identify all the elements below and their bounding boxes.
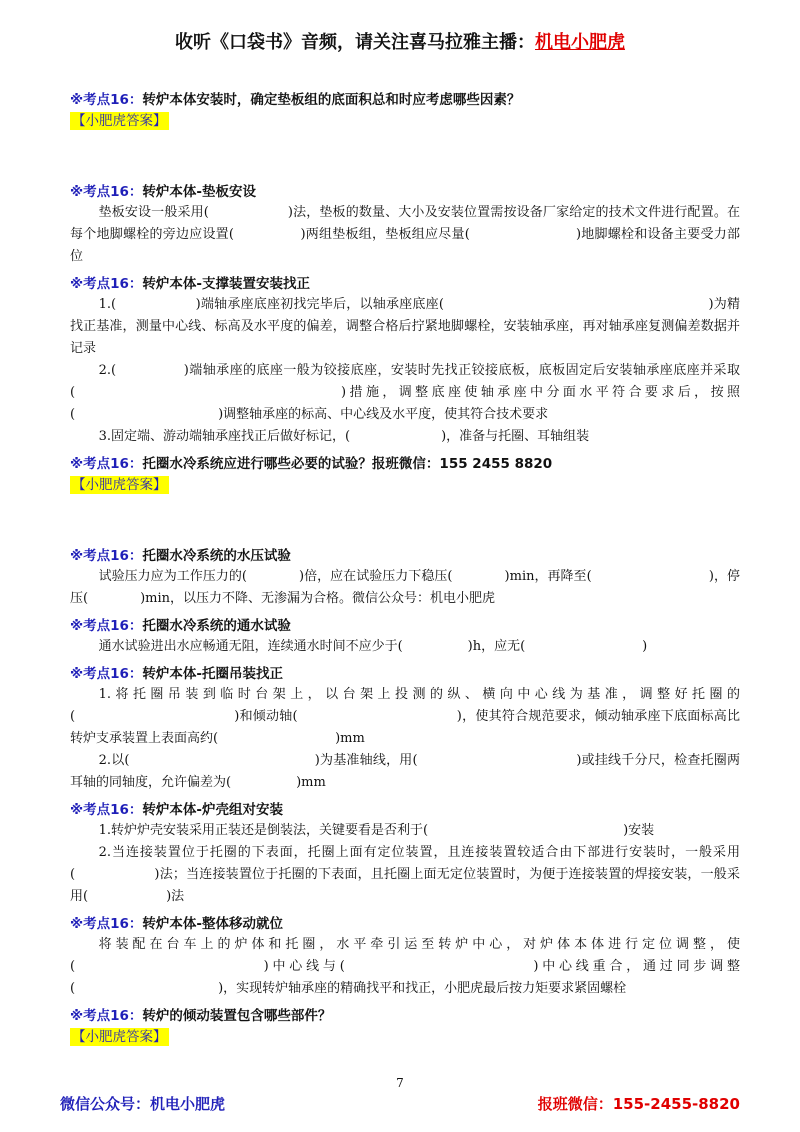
footer-right: 报班微信：155-2455-8820: [537, 1095, 740, 1113]
header-prefix: 收听《口袋书》音频，请关注喜马拉雅主播：: [175, 32, 535, 53]
paragraph: 1.( )端轴承座底座初找完毕后，以轴承座底座( )为精找正基准，测量中心线、标高及水平度的偏差，调整合格后拧紧地脚螺栓，安装轴承座，再对轴承座复测偏差数据并记录: [70, 297, 740, 356]
paragraph: 试验压力应为工作压力的( )倍，应在试验压力下稳压( )min，再降至( )，停压( )min，以压力不降、无渗漏为合格。微信公众号：机电小肥虎: [70, 569, 740, 606]
header-anchor: 机电小肥虎: [535, 32, 625, 53]
question-heading: ※考点16：托圈水冷系统应进行哪些必要的试验？报班微信：155 2455 8820: [70, 456, 553, 472]
footer-left: 微信公众号：机电小肥虎: [60, 1095, 226, 1113]
page-number: 7: [396, 1076, 404, 1090]
paragraph: 1.将托圈吊装到临时台架上，以台架上投测的纵、横向中心线为基准，调整好托圈的( )和倾动轴( )，使其符合规范要求，倾动轴承座下底面标高比转炉支承装置上表面高约( )mm: [70, 687, 740, 746]
question-heading: ※考点16：转炉本体安装时，确定垫板组的底面积总和时应考虑哪些因素？: [70, 92, 521, 108]
paragraph: 2.以( )为基准轴线，用( )或挂线千分尺，检查托圈两耳轴的同轴度，允许偏差为( )mm: [70, 753, 740, 790]
answer-label: 【小肥虎答案】: [72, 1029, 167, 1045]
paragraph: 2.当连接装置位于托圈的下表面，托圈上面有定位装置，且连接装置较适合由下部进行安装时，一般采用( )法；当连接装置位于托圈的下表面，且托圈上面无定位装置时，为便于连接装置的焊接安装，一般采用( )法: [70, 845, 740, 904]
answer-label: 【小肥虎答案】: [72, 113, 167, 129]
paragraph: 3.固定端、游动端轴承座找正后做好标记，( )，准备与托圈、耳轴组装: [98, 429, 590, 444]
question-heading: ※考点16：转炉本体-支撑装置安装找正: [70, 276, 311, 292]
answer-label: 【小肥虎答案】: [72, 477, 167, 493]
paragraph: 1.转炉炉壳安装采用正装还是倒装法，关键要看是否利于( )安装: [98, 823, 655, 838]
page-footer: [60, 1093, 740, 1114]
paragraph: 通水试验进出水应畅通无阻，连续通水时间不应少于( )h，应无( ): [98, 639, 648, 654]
question-heading: ※考点16：转炉本体-托圈吊装找正: [70, 666, 284, 682]
question-heading: ※考点16：转炉本体-整体移动就位: [70, 916, 284, 932]
content-body: [70, 90, 740, 1046]
question-heading: ※考点16：转炉的倾动装置包含哪些部件？: [70, 1008, 332, 1024]
question-heading: ※考点16：转炉本体-炉壳组对安装: [70, 802, 284, 818]
paragraph: 将装配在台车上的炉体和托圈，水平牵引运至转炉中心，对炉体本体进行定位调整，使( )中心线与( )中心线重合，通过同步调整( )，实现转炉轴承座的精确找平和找正，小肥虎最后按力矩要求紧固螺栓: [70, 937, 740, 996]
question-heading: ※考点16：托圈水冷系统的通水试验: [70, 618, 291, 634]
paragraph: 2.( )端轴承座的底座一般为铰接底座，安装时先找正铰接底板，底板固定后安装轴承座底座并采取( )措施，调整底座使轴承座中分面水平符合要求后，按照( )调整轴承座的标高、中心线及水平度，使其符合技术要求: [70, 363, 740, 422]
question-heading: ※考点16：托圈水冷系统的水压试验: [70, 548, 291, 564]
question-heading: ※考点16：转炉本体-垫板安设: [70, 184, 257, 200]
paragraph: 垫板安设一般采用( )法，垫板的数量、大小及安装位置需按设备厂家给定的技术文件进行配置。在每个地脚螺栓的旁边应设置( )两组垫板组，垫板组应尽量( )地脚螺栓和设备主要受力部位: [70, 205, 740, 264]
page-header: [0, 28, 800, 54]
